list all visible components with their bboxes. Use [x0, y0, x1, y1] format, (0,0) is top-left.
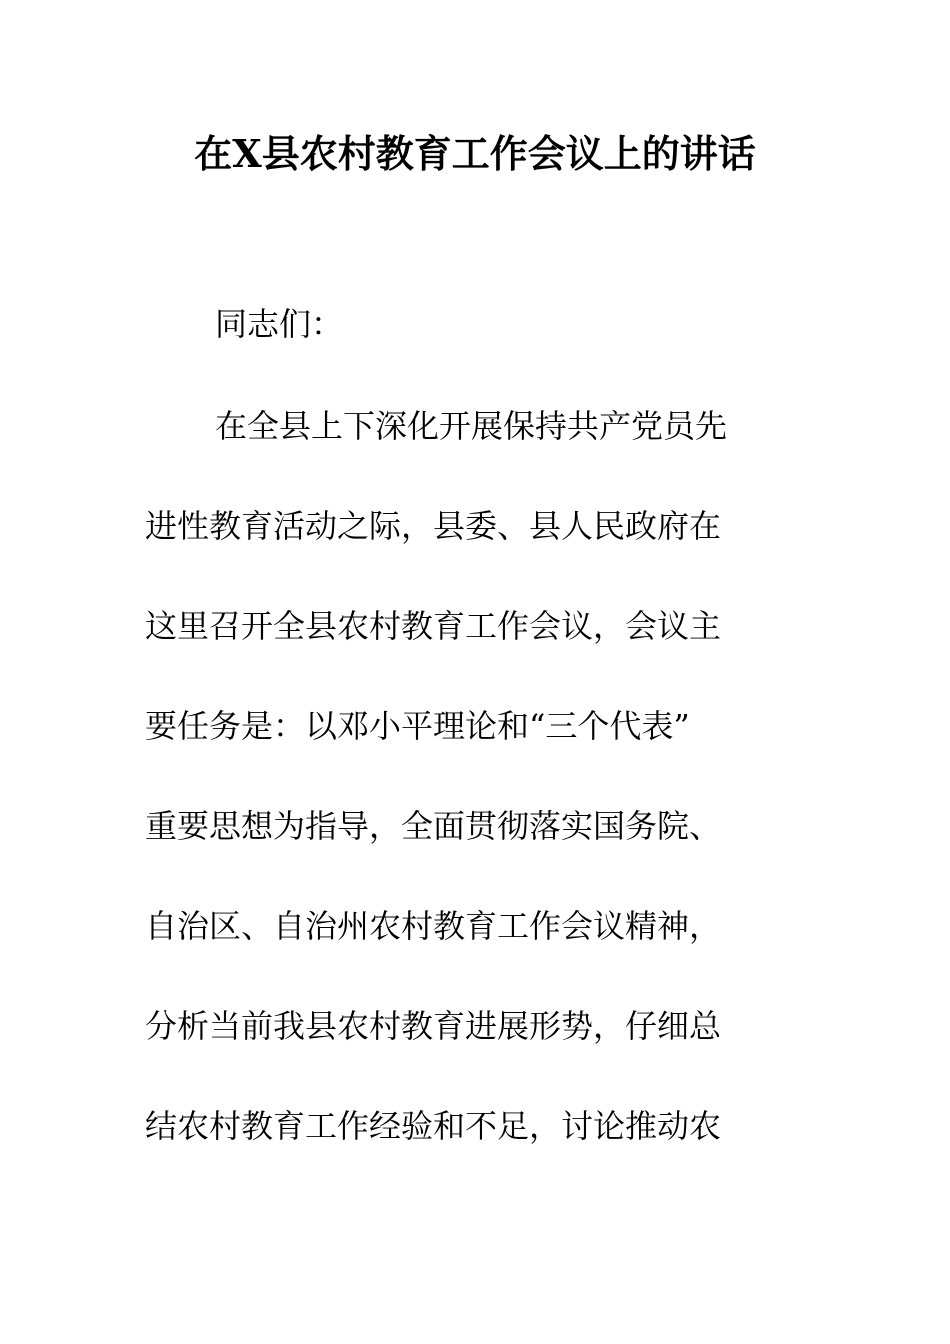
body-line-3: 这里召开全县农村教育工作会议，会议主	[145, 607, 722, 645]
body-line-5: 重要思想为指导，全面贯彻落实国务院、	[145, 807, 722, 845]
body-line-2: 进性教育活动之际，县委、县人民政府在	[145, 507, 722, 545]
salutation: 同志们：	[215, 305, 344, 343]
body-line-8: 结农村教育工作经验和不足，讨论推动农	[145, 1107, 722, 1145]
body-line-7: 分析当前我县农村教育进展形势，仔细总	[145, 1007, 722, 1045]
body-line-1: 在全县上下深化开展保持共产党员先	[215, 407, 728, 445]
document-title: 在X县农村教育工作会议上的讲话	[194, 131, 756, 176]
body-line-6: 自治区、自治州农村教育工作会议精神，	[145, 907, 722, 945]
body-line-4: 要任务是：以邓小平理论和“三个代表”	[145, 707, 690, 745]
